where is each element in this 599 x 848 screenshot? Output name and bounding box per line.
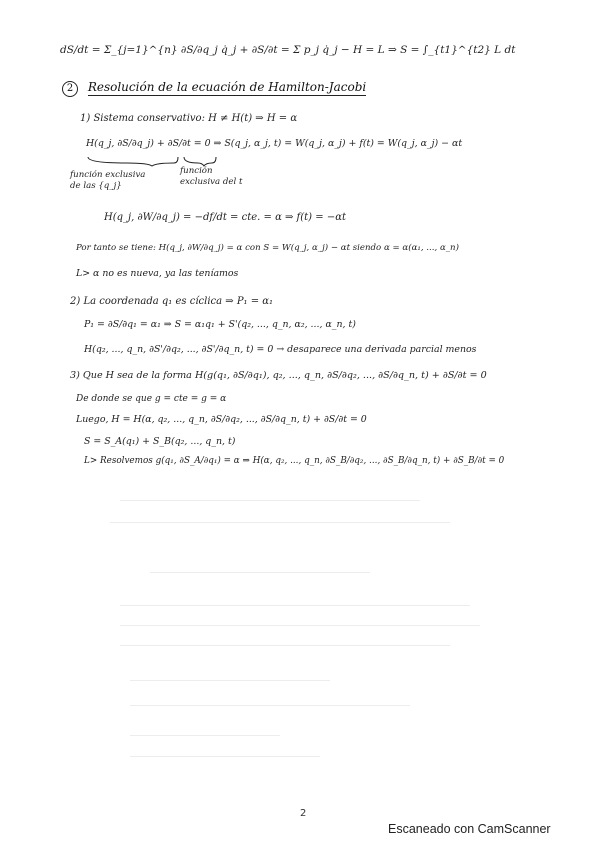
case-2-heading: 2) La coordenada q₁ es cíclica ⇒ P₁ = α₁ bbox=[70, 296, 274, 307]
bleed-through-line bbox=[120, 500, 420, 501]
section-heading bbox=[62, 80, 366, 97]
scanner-watermark: Escaneado con CamScanner bbox=[388, 822, 551, 836]
bleed-through-line bbox=[120, 625, 480, 626]
bleed-through-line bbox=[130, 756, 320, 757]
case-3-heading: 3) Que H sea de la forma H(g(q₁, ∂S/∂q₁), q₂, ..., q_n, ∂S/∂q₂, ..., ∂S/∂q_n, t) + ∂S/∂t = 0 bbox=[70, 370, 487, 381]
case-3-hamiltonian: Luego, H = H(α, q₂, ..., q_n, ∂S/∂q₂, ..., ∂S/∂q_n, t) + ∂S/∂t = 0 bbox=[76, 414, 367, 425]
case-1-note-q: función exclusiva de las {q_j} bbox=[70, 170, 146, 191]
section-title: Resolución de la ecuación de Hamilton-Jacobi bbox=[87, 80, 367, 94]
case-1-heading: 1) Sistema conservativo: H ≠ H(t) ⇒ H = α bbox=[80, 113, 298, 124]
section-number: 2 bbox=[62, 81, 78, 97]
top-equation: dS/dt = Σ_{j=1}^{n} ∂S/∂q_j q̇_j + ∂S/∂t = Σ p_j q̇_j − H = L ⇒ S = ∫_{t1}^{t2} L dt bbox=[60, 44, 516, 56]
case-1-result: Por tanto se tiene: H(q_j, ∂W/∂q_j) = α con S = W(q_j, α_j) − αt siendo α = α(α₁, ..., α_n) bbox=[76, 243, 459, 253]
case-3-separation: S = S_A(q₁) + S_B(q₂, ..., q_n, t) bbox=[84, 436, 236, 447]
case-2-reduced: H(q₂, ..., q_n, ∂S'/∂q₂, ..., ∂S'/∂q_n, t) = 0 → desaparece una derivada parcial menos bbox=[84, 344, 477, 355]
bleed-through-line bbox=[130, 705, 410, 706]
bleed-through-line bbox=[120, 605, 470, 606]
case-2-equation: P₁ = ∂S/∂q₁ = α₁ ⇒ S = α₁q₁ + S'(q₂, ..., q_n, α₂, ..., α_n, t) bbox=[84, 319, 356, 330]
bleed-through-line bbox=[120, 645, 450, 646]
case-1-equation: H(q_j, ∂S/∂q_j) + ∂S/∂t = 0 ⇒ S(q_j, α_j, t) = W(q_j, α_j) + f(t) = W(q_j, α_j) − αt bbox=[86, 138, 463, 149]
bleed-through-line bbox=[130, 680, 330, 681]
case-1-note-t: función exclusiva del t bbox=[180, 166, 243, 187]
brace-underlines bbox=[86, 153, 226, 167]
bleed-through-line bbox=[150, 572, 370, 573]
bleed-through-line bbox=[110, 522, 450, 523]
case-3-condition: De donde se que g = cte = g = α bbox=[76, 394, 227, 404]
bleed-through-line bbox=[130, 735, 280, 736]
page-number: 2 bbox=[300, 808, 307, 819]
case-1-remark: L> α no es nueva, ya las teníamos bbox=[76, 268, 239, 279]
case-1-derivation: H(q_j, ∂W/∂q_j) = −df/dt = cte. = α ⇒ f(t) = −αt bbox=[104, 212, 346, 223]
case-3-resolution: L> Resolvemos g(q₁, ∂S_A/∂q₁) = α ⇒ H(α, q₂, ..., q_n, ∂S_B/∂q₂, ..., ∂S_B/∂q_n, t) + ∂S_B/∂t = 0 bbox=[84, 456, 505, 466]
